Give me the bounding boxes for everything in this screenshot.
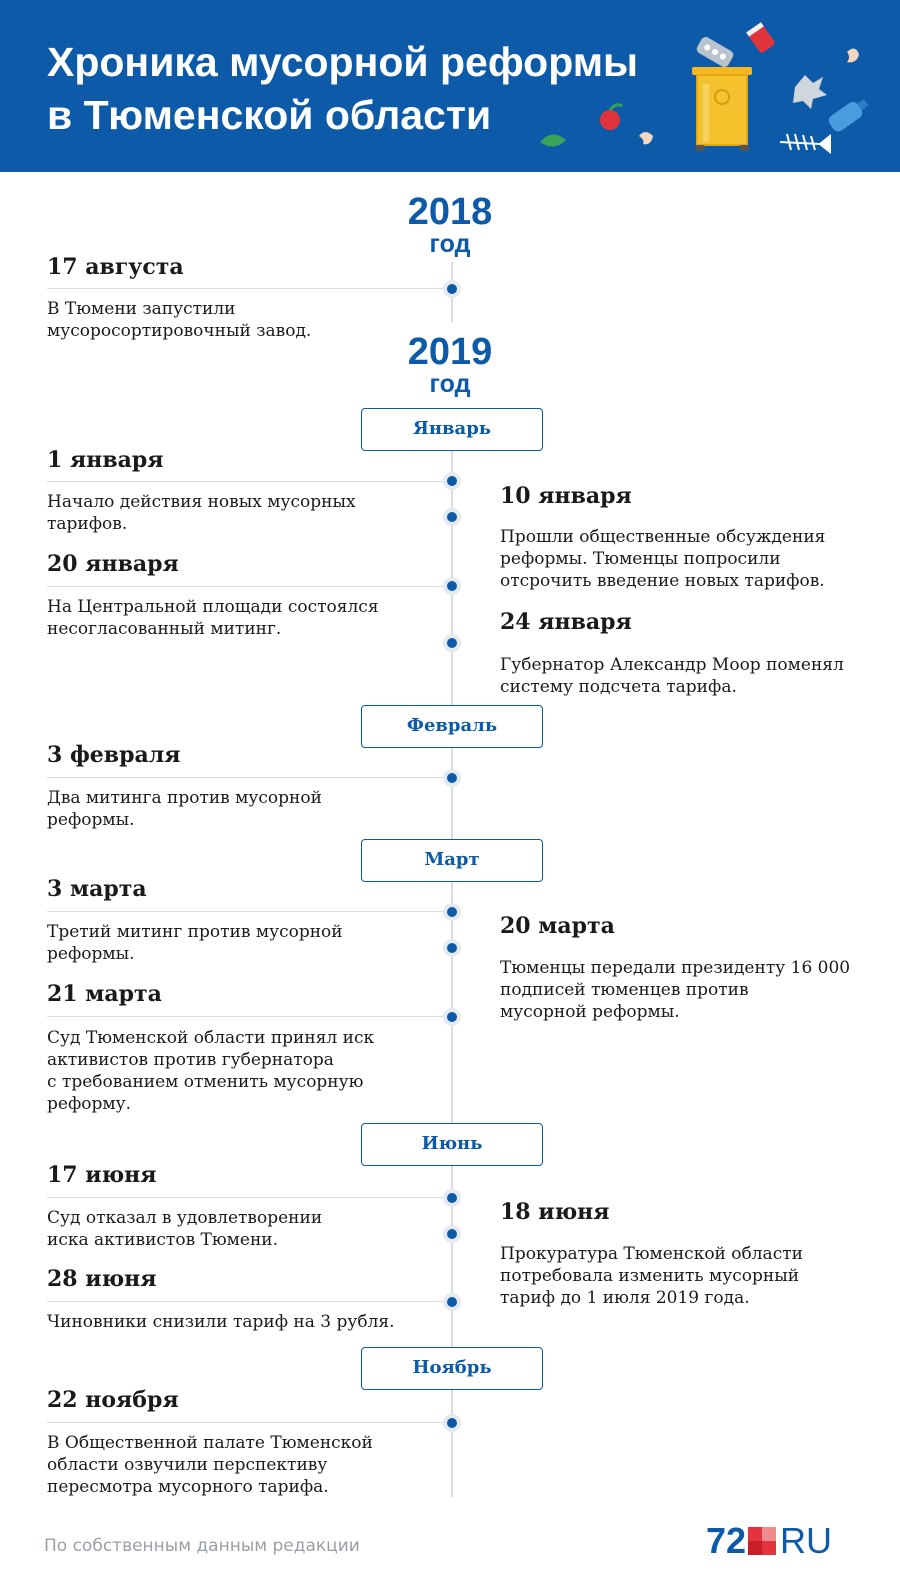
timeline-line-2019 [451,445,453,1497]
event-description: Суд Тюменской области принял иск активистов против губернатора с требованием отменить мусорную реформу. [47,1028,375,1114]
can-icon [746,22,776,54]
event-date: 20 марта [500,913,615,939]
month-february: Февраль [361,705,543,748]
timeline-dot [443,1225,461,1243]
bin-icon [692,67,752,151]
timeline-dot [443,769,461,787]
apple-icon [600,105,622,130]
event-description: Третий митинг против мусорной реформы. [47,922,343,964]
event-divider [47,1016,452,1017]
event-date: 17 августа [47,254,184,280]
eggshell-icon [847,48,859,62]
timeline-dot [443,1008,461,1026]
trash-bin-illustration [535,12,900,172]
event-date: 17 июня [47,1162,157,1188]
timeline-dot [443,1293,461,1311]
logo-text: RU [780,1520,833,1561]
event-description: Тюменцы передали президенту 16 000 подписей тюменцев против мусорной реформы. [500,958,851,1022]
timeline-dot [443,634,461,652]
event-divider [47,911,452,912]
timeline-dot [443,903,461,921]
event-date: 3 марта [47,876,147,902]
event-date: 1 января [47,447,164,473]
title-line-2: в Тюменской области [47,92,492,138]
month-june: Июнь [361,1123,543,1166]
event-description: Прокуратура Тюменской области потребовала изменить мусорный тариф до 1 июля 2019 года. [500,1244,803,1308]
year-number: 2018 [407,191,493,233]
leaf-icon [540,134,566,146]
event-date: 20 января [47,551,179,577]
egg-icon [639,132,653,144]
fishbone-icon [780,134,830,152]
event-date: 24 января [500,609,632,635]
year-word: год [429,230,471,258]
year-2018 [330,192,570,256]
timeline-dot [443,1189,461,1207]
logo-number: 72 [706,1520,747,1561]
year-number: 2019 [407,331,493,373]
event-description: Суд отказал в удовлетворении иска активистов Тюмени. [47,1208,323,1250]
title-line-1: Хроника мусорной реформы [47,39,639,85]
paper-icon [793,75,827,109]
timeline-dot [443,472,461,490]
event-description: На Центральной площади состоялся несогласованный митинг. [47,597,379,639]
year-2019 [330,332,570,396]
event-description: Два митинга против мусорной реформы. [47,788,322,830]
event-description: Начало действия новых мусорных тарифов. [47,492,356,534]
timeline-dot [443,939,461,957]
event-divider [47,1301,452,1302]
event-date: 21 марта [47,981,162,1007]
event-description: В Общественной палате Тюменской области озвучили перспективу пересмотра мусорного тарифа. [47,1433,373,1497]
header-banner [0,0,900,172]
year-word: год [429,370,471,398]
event-date: 10 января [500,483,632,509]
month-november: Ноябрь [361,1347,543,1390]
pills-icon [695,35,735,69]
timeline-dot [443,280,461,298]
event-description: Губернатор Александр Моор поменял систему подсчета тарифа. [500,655,844,697]
event-date: 28 июня [47,1266,157,1292]
event-divider [47,1197,452,1198]
month-january: Январь [361,408,543,451]
event-description: В Тюмени запустили мусоросортировочный завод. [47,299,312,341]
event-divider [47,777,452,778]
source-note: По собственным данным редакции [44,1536,360,1556]
month-march: Март [361,839,543,882]
event-divider [47,1422,452,1423]
timeline-dot [443,508,461,526]
timeline-dot [443,577,461,595]
event-date: 22 ноября [47,1387,179,1413]
event-date: 3 февраля [47,742,181,768]
event-divider [47,586,452,587]
bottle-icon [826,95,871,134]
site-logo[interactable] [706,1520,833,1561]
event-date: 18 июня [500,1199,610,1225]
event-divider [47,288,452,289]
timeline-dot [443,1414,461,1432]
event-description: Прошли общественные обсуждения реформы. Тюменцы попросили отсрочить введение новых тарифов. [500,527,826,591]
event-description: Чиновники снизили тариф на 3 рубля. [47,1312,395,1332]
logo-squares-icon [748,1527,776,1555]
event-divider [47,481,452,482]
